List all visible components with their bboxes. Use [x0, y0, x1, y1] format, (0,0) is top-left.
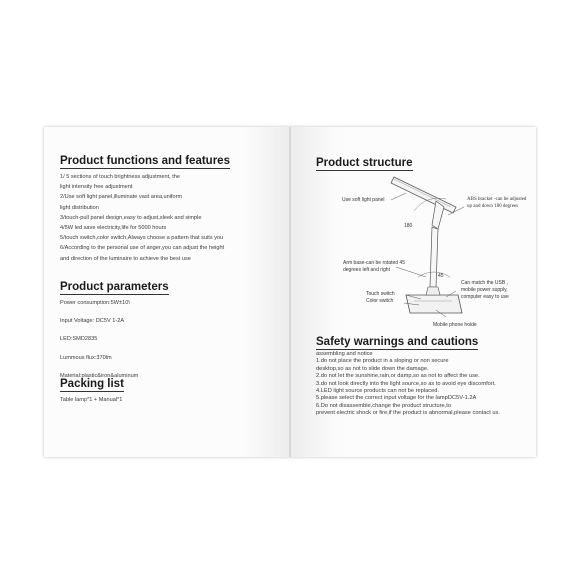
angle-180-label: 180	[404, 223, 413, 229]
lamp-structure-diagram	[286, 167, 526, 337]
functions-line: and direction of the luminaire to achieve the best use	[60, 255, 191, 262]
safety-line: 1.do not place the product in a sloping or non secure	[316, 358, 449, 365]
safety-line: prevent electric shock or fire,if the product is abnormal,please contact us.	[316, 410, 500, 417]
arm-base-label-1: Arm base-can be rotated 45	[343, 260, 405, 266]
functions-line: 5/touch switch,color switch,Always choose a pattern that suits you	[60, 235, 224, 242]
parameters-heading: Product parameters	[60, 281, 169, 295]
safety-line: desktop,so as not to slide down the damage.	[316, 365, 429, 372]
usb-label-3: computer easy to use	[461, 294, 509, 300]
safety-line: 4.LED light source products can not be replaced.	[316, 388, 439, 395]
panel-label: Use soft light panel	[342, 197, 385, 203]
parameter-item: Input Voltage: DC5V 1-2A	[60, 318, 125, 325]
packing-list	[60, 395, 122, 405]
touch-switch-label: Touch switch	[366, 291, 395, 297]
abs-bracket-label-1: ABS bracket -can be adjusted	[467, 197, 527, 202]
packing-item: Table lamp*1 + Manual*1	[60, 397, 123, 403]
safety-line: assembling and notice	[316, 351, 373, 357]
functions-line: 4/5W led save electricity,life for 5000 hours	[60, 225, 167, 232]
functions-line: light distribution	[60, 204, 99, 211]
functions-line: light intensity free adjustment	[60, 184, 133, 191]
safety-list	[316, 351, 500, 418]
usb-label-2: mobile power supply,	[461, 287, 508, 293]
functions-line: 2/Use soft light panel,illuminate vast area,uniform	[60, 194, 183, 201]
parameter-item: Material:plastic&iron&aluminum	[60, 372, 139, 379]
safety-line: 5.please select the correct input voltage for the lampDC5V-1.2A	[316, 395, 477, 402]
safety-line: 3.do not look directly into the light source,so as to avoid eye discomfort.	[316, 380, 496, 387]
functions-line: 6/According to the personal use of anger,you can adjust the height	[60, 245, 225, 252]
functions-list	[60, 172, 224, 264]
usb-label-1: Can match the USB ,	[461, 280, 508, 286]
structure-heading: Product structure	[316, 157, 413, 171]
arm-base-label-2: degrees left and right	[343, 267, 390, 273]
parameter-item: Lummous flux:370lm	[60, 354, 112, 361]
safety-line: 6.Do not disassemble,change the product structure,to	[316, 402, 451, 409]
color-switch-label: Color switch	[366, 298, 394, 304]
functions-line: 1/ 5 sections of touch brightness adjustment, the	[60, 174, 181, 180]
functions-heading: Product functions and features	[60, 155, 230, 169]
functions-line: 3/touch-pull panel design,easy to adjust,sleek and simple	[60, 214, 202, 221]
abs-bracket-label-2: up and down 180 degrees	[467, 204, 519, 209]
parameters-list	[60, 298, 138, 389]
safety-heading: Safety warnings and cautions	[316, 336, 478, 350]
lamp-illustration	[286, 167, 526, 337]
safety-line: 2.do not let the sunshine,rain,or damp,so as not to affect the use.	[316, 373, 480, 380]
packing-heading: Packing list	[60, 378, 124, 392]
parameter-item: LED:SMD2835	[60, 336, 98, 343]
angle-45-label: 45	[438, 273, 444, 279]
phone-holder-label: Mobile phone holde	[433, 322, 477, 328]
parameter-item: Power consumption:5W±10\	[60, 300, 130, 306]
